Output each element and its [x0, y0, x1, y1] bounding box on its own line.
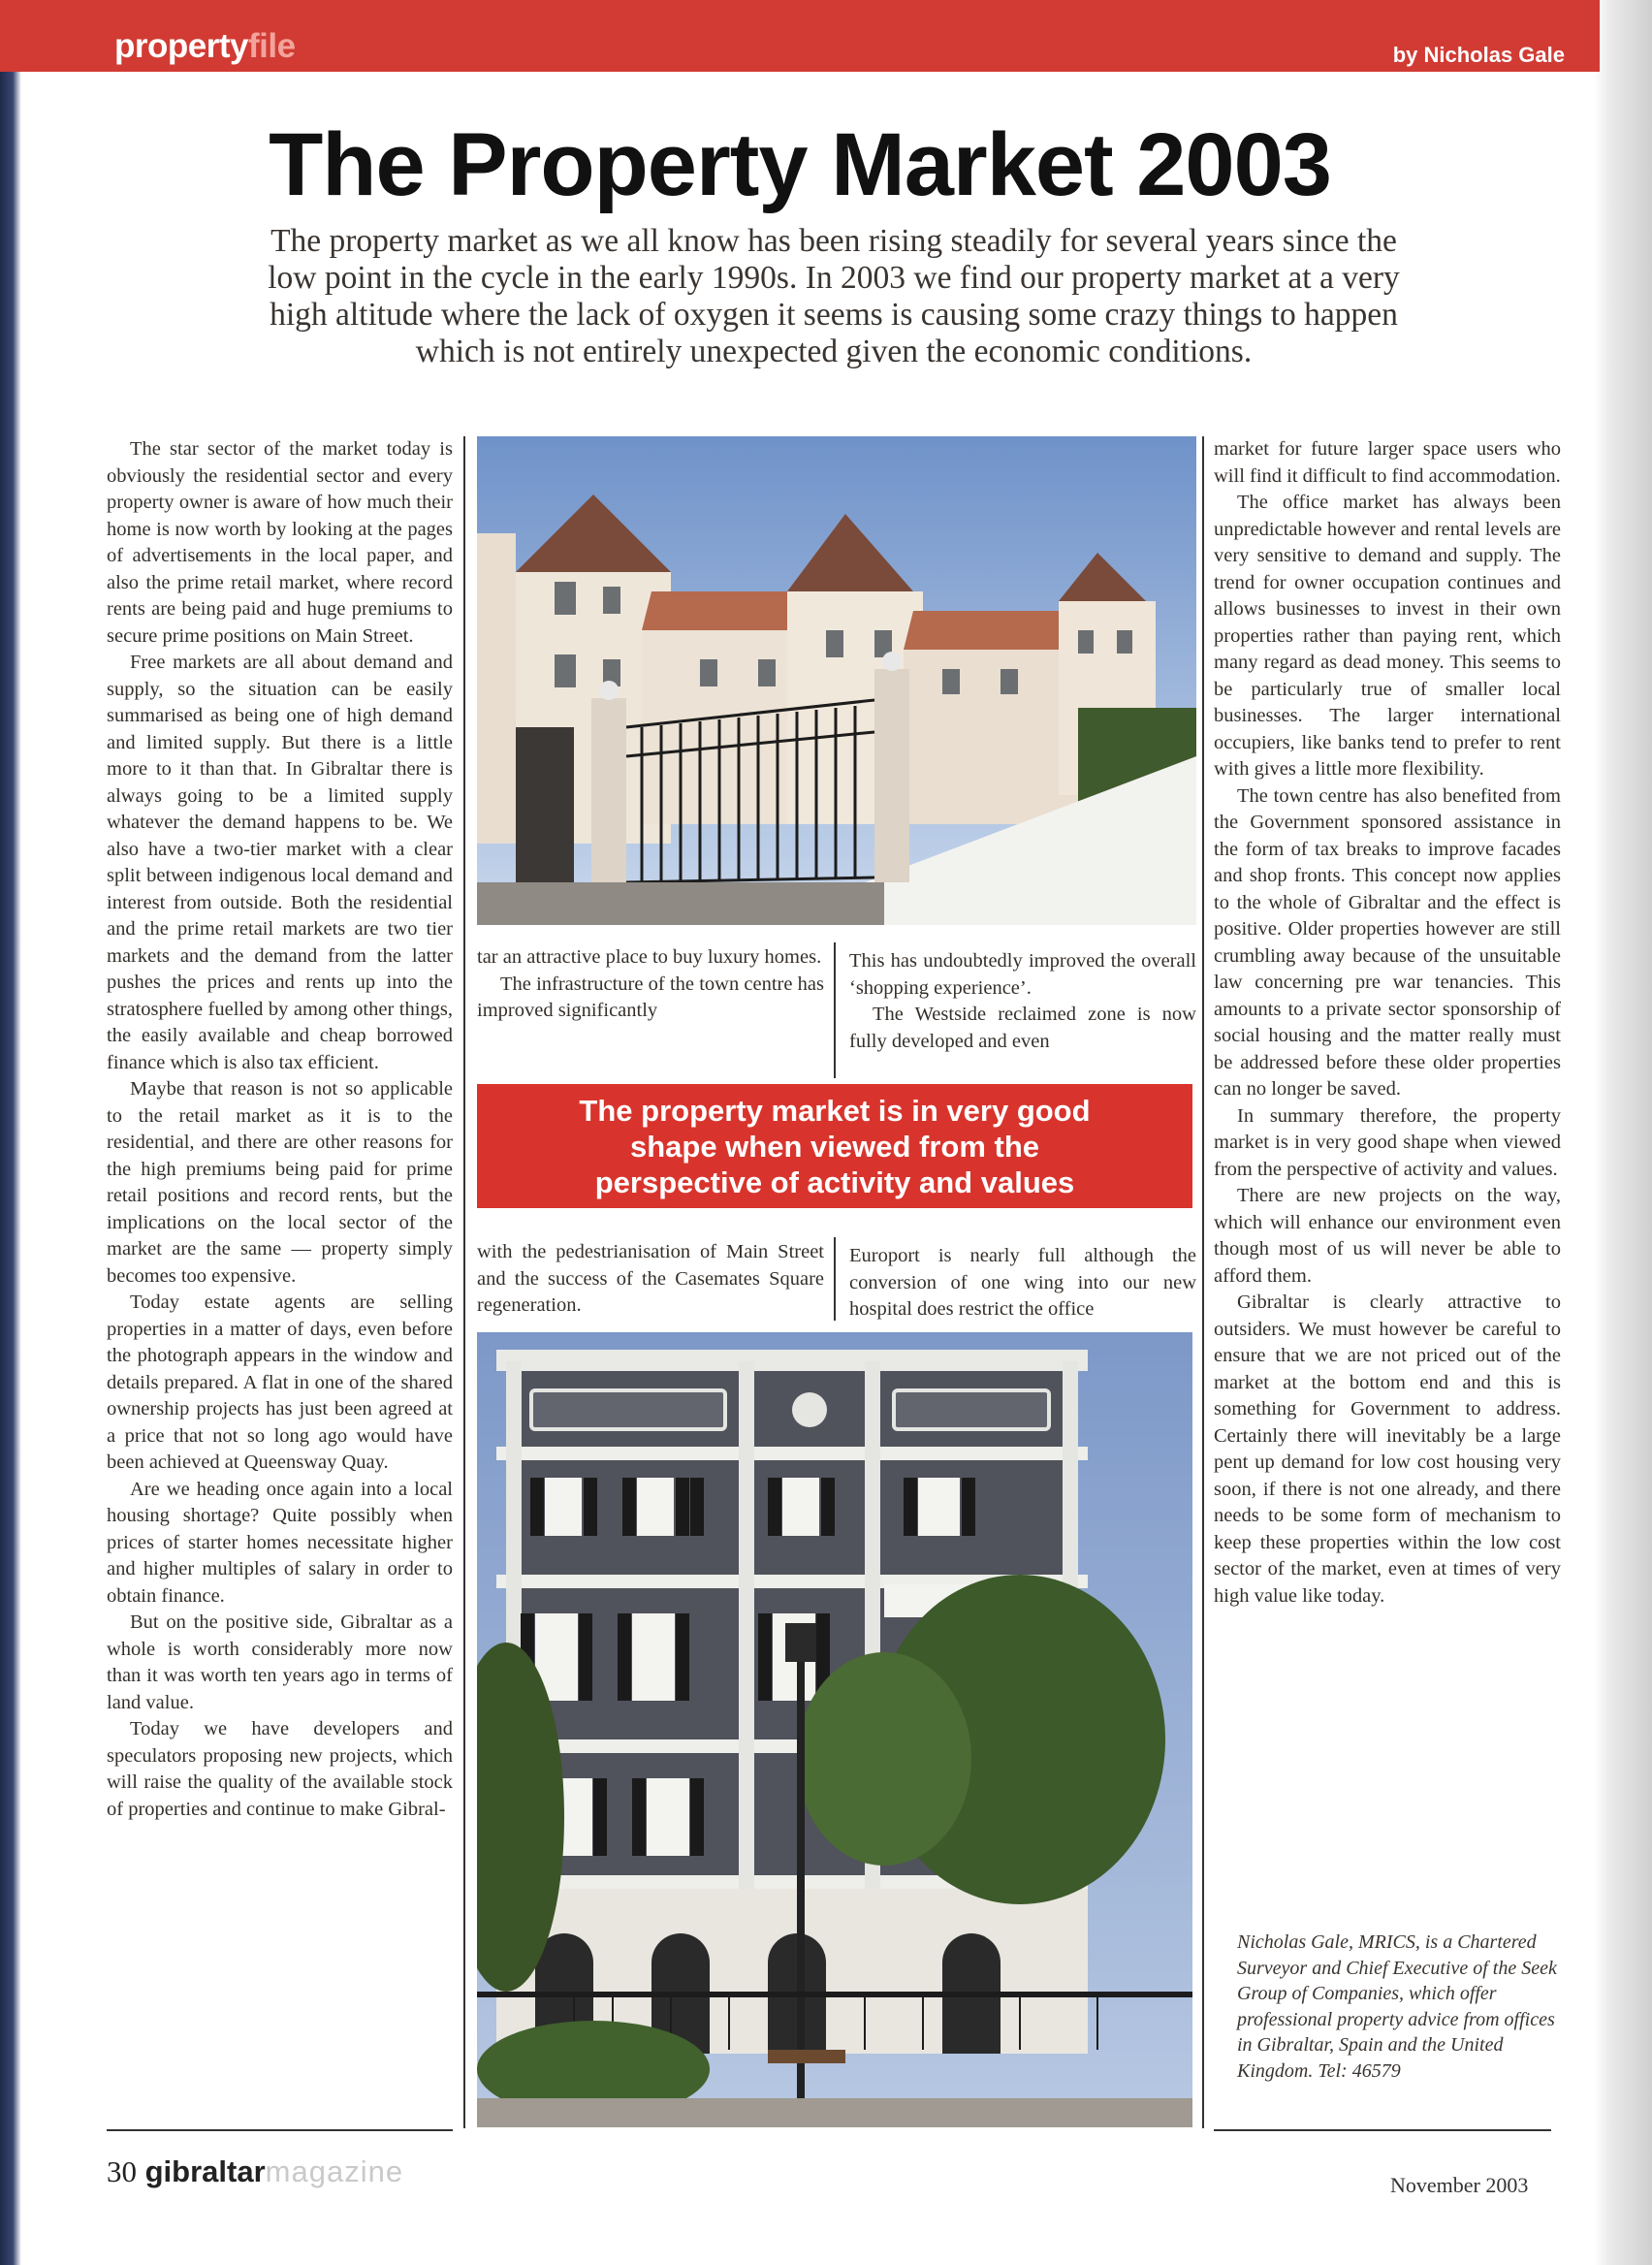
- paragraph: Europort is nearly full although the conversion of one wing into our new hospital does restrict the office: [849, 1245, 1196, 1320]
- paragraph: market for future larger space users who will find it difficult to find accommodation.: [1214, 438, 1561, 487]
- issue-date: November 2003: [1390, 2173, 1529, 2197]
- article-column-right: [1214, 436, 1561, 1610]
- header-bar: [0, 0, 1600, 72]
- article-title: The Property Market 2003: [269, 115, 1331, 214]
- footer-magazine: [107, 2154, 403, 2189]
- paragraph: But on the positive side, Gibraltar as a whole is worth considerably more now than it was worth ten years ago in terms of land value.: [107, 1611, 453, 1713]
- paragraph: Gibraltar is clearly attractive to outsiders. We must however be careful to ensure that we are not priced out of the market at the bottom end and this is something for Government to address. Certainly there will inevitably be a large pent up demand for low cost housing very soon, if there is not one already, and there needs to be some form of mechanism to keep these properties within the low cost sector of the market, even at times of very high value like today.: [1214, 1292, 1561, 1607]
- footer-rule: [1214, 2129, 1551, 2131]
- mid-column-upper-right: [849, 948, 1196, 1055]
- paragraph: The infrastructure of the town centre has improved significantly: [477, 973, 824, 1021]
- magazine-name-light: magazine: [265, 2154, 404, 2188]
- paragraph: Today we have developers and speculators proposing new projects, which will raise the quality of the available stock of properties and continue to make Gibral-: [107, 1718, 453, 1820]
- paragraph: with the pedestrianisation of Main Street and the success of the Casemates Square regeneration.: [477, 1241, 824, 1316]
- paragraph: In summary therefore, the property market is in very good shape when viewed from the perspective of activity and values.: [1214, 1104, 1561, 1180]
- article-column-left: [107, 436, 453, 1823]
- photo-residential-illustration: [477, 436, 1196, 925]
- byline: by Nicholas Gale: [1392, 43, 1565, 67]
- paragraph: The office market has always been unpredictable however and rental levels are very sensitive to demand and supply. The trend for owner occupation continues and allows businesses to invest in their own properties rather than paying rent, which many regard as dead money. This seems to be particularly true of smaller local businesses. The larger international occupiers, like banks tend to prefer to rent with gives a little more flexibility.: [1214, 492, 1561, 780]
- pull-quote-text: The property market is in very good shape when viewed from the perspective of activity and values: [579, 1093, 1091, 1199]
- pull-quote: [477, 1084, 1192, 1208]
- standfirst: The property market as we all know has been rising steadily for several years since the low point in the cycle in the early 1990s. In 2003 we find our property market at a very high altitude where the lack of oxygen it seems is causing some crazy things to happen which is not entirely unexpected given the economic conditions.: [268, 223, 1400, 369]
- column-rule: [463, 436, 465, 2128]
- photo-town-centre-building: [477, 1332, 1192, 2127]
- author-bio: Nicholas Gale, MRICS, is a Chartered Surveyor and Chief Executive of the Seek Group of Companies, which offer professional property advice from offices in Gibraltar, Spain and the United Kingdom. Tel: 46579: [1237, 1931, 1557, 2082]
- column-rule: [1202, 436, 1204, 2128]
- column-rule: [834, 942, 836, 1078]
- magazine-name-bold: gibraltar: [144, 2154, 266, 2188]
- photo-building-illustration: [477, 1332, 1192, 2127]
- page-edge-right: [1594, 0, 1652, 2265]
- paragraph: The town centre has also benefited from the Government sponsored assistance in the form of tax breaks to improve facades and shop fronts. This concept now applies to the whole of Gibraltar and the effect is positive. Older properties however are still crumbling away because of the unsuitable law concerning pre war tenancies. This amounts to a private sector sponsorship of social housing and the matter really must be addressed before these older properties can no longer be saved.: [1214, 784, 1561, 1100]
- column-rule: [834, 1237, 836, 1321]
- paragraph: Free markets are all about demand and supply, so the situation can be easily summarised as being one of high demand and limited supply. But there is a little more to it than that. In Gibraltar there is always going to be a limited supply whatever the demand happens to be. We also have a two-tier market with a clear split between indigenous local demand and interest from outside. Both the residential and the prime retail markets are two tier markets and the demand from the latter pushes the prices and rents up into the stratosphere fuelled by among other things, the easily available and cheap borrowed finance which is also tax efficient.: [107, 652, 453, 1073]
- paragraph: Maybe that reason is not so applicable to the retail market as it is to the residential, and there are other reasons for the high premiums being paid for prime retail positions and record rents, but the implications on the local sector of the market are the same — property simply becomes too expensive.: [107, 1078, 453, 1287]
- paragraph: Today estate agents are selling properties in a matter of days, even before the photograph appears in the window and details prepared. A flat in one of the shared ownership projects has just been agreed at a price that not so long ago would have been achieved at Queensway Quay.: [107, 1292, 453, 1473]
- section-label-prefix: property: [114, 27, 248, 65]
- footer-rule: [107, 2129, 453, 2131]
- mid-column-upper-left: [477, 944, 824, 1025]
- mid-column-lower-left: [477, 1239, 824, 1320]
- paragraph: Are we heading once again into a local housing shortage? Quite possibly when prices of starter homes necessitate higher and higher multiples of salary in order to obtain finance.: [107, 1478, 453, 1607]
- page-number: 30: [107, 2154, 137, 2188]
- paragraph: This has undoubtedly improved the overall ‘shopping experience’.: [849, 950, 1196, 999]
- section-label-suffix: file: [247, 27, 296, 65]
- mid-column-lower-right: [849, 1243, 1196, 1324]
- paragraph: The Westside reclaimed zone is now fully developed and even: [849, 1004, 1196, 1052]
- paragraph: There are new projects on the way, which will enhance our environment even though most of us will never be able to afford them.: [1214, 1185, 1561, 1287]
- paragraph: The star sector of the market today is obviously the residential sector and every property owner is aware of how much their home is now worth by looking at the pages of advertisements in the local paper, and also the prime retail market, where record rents are being paid and huge premiums to secure prime positions on Main Street.: [107, 438, 453, 647]
- section-label: [114, 27, 296, 66]
- page-edge-left: [0, 0, 21, 2265]
- photo-residential-development: [477, 436, 1196, 925]
- paragraph: tar an attractive place to buy luxury homes.: [477, 946, 822, 968]
